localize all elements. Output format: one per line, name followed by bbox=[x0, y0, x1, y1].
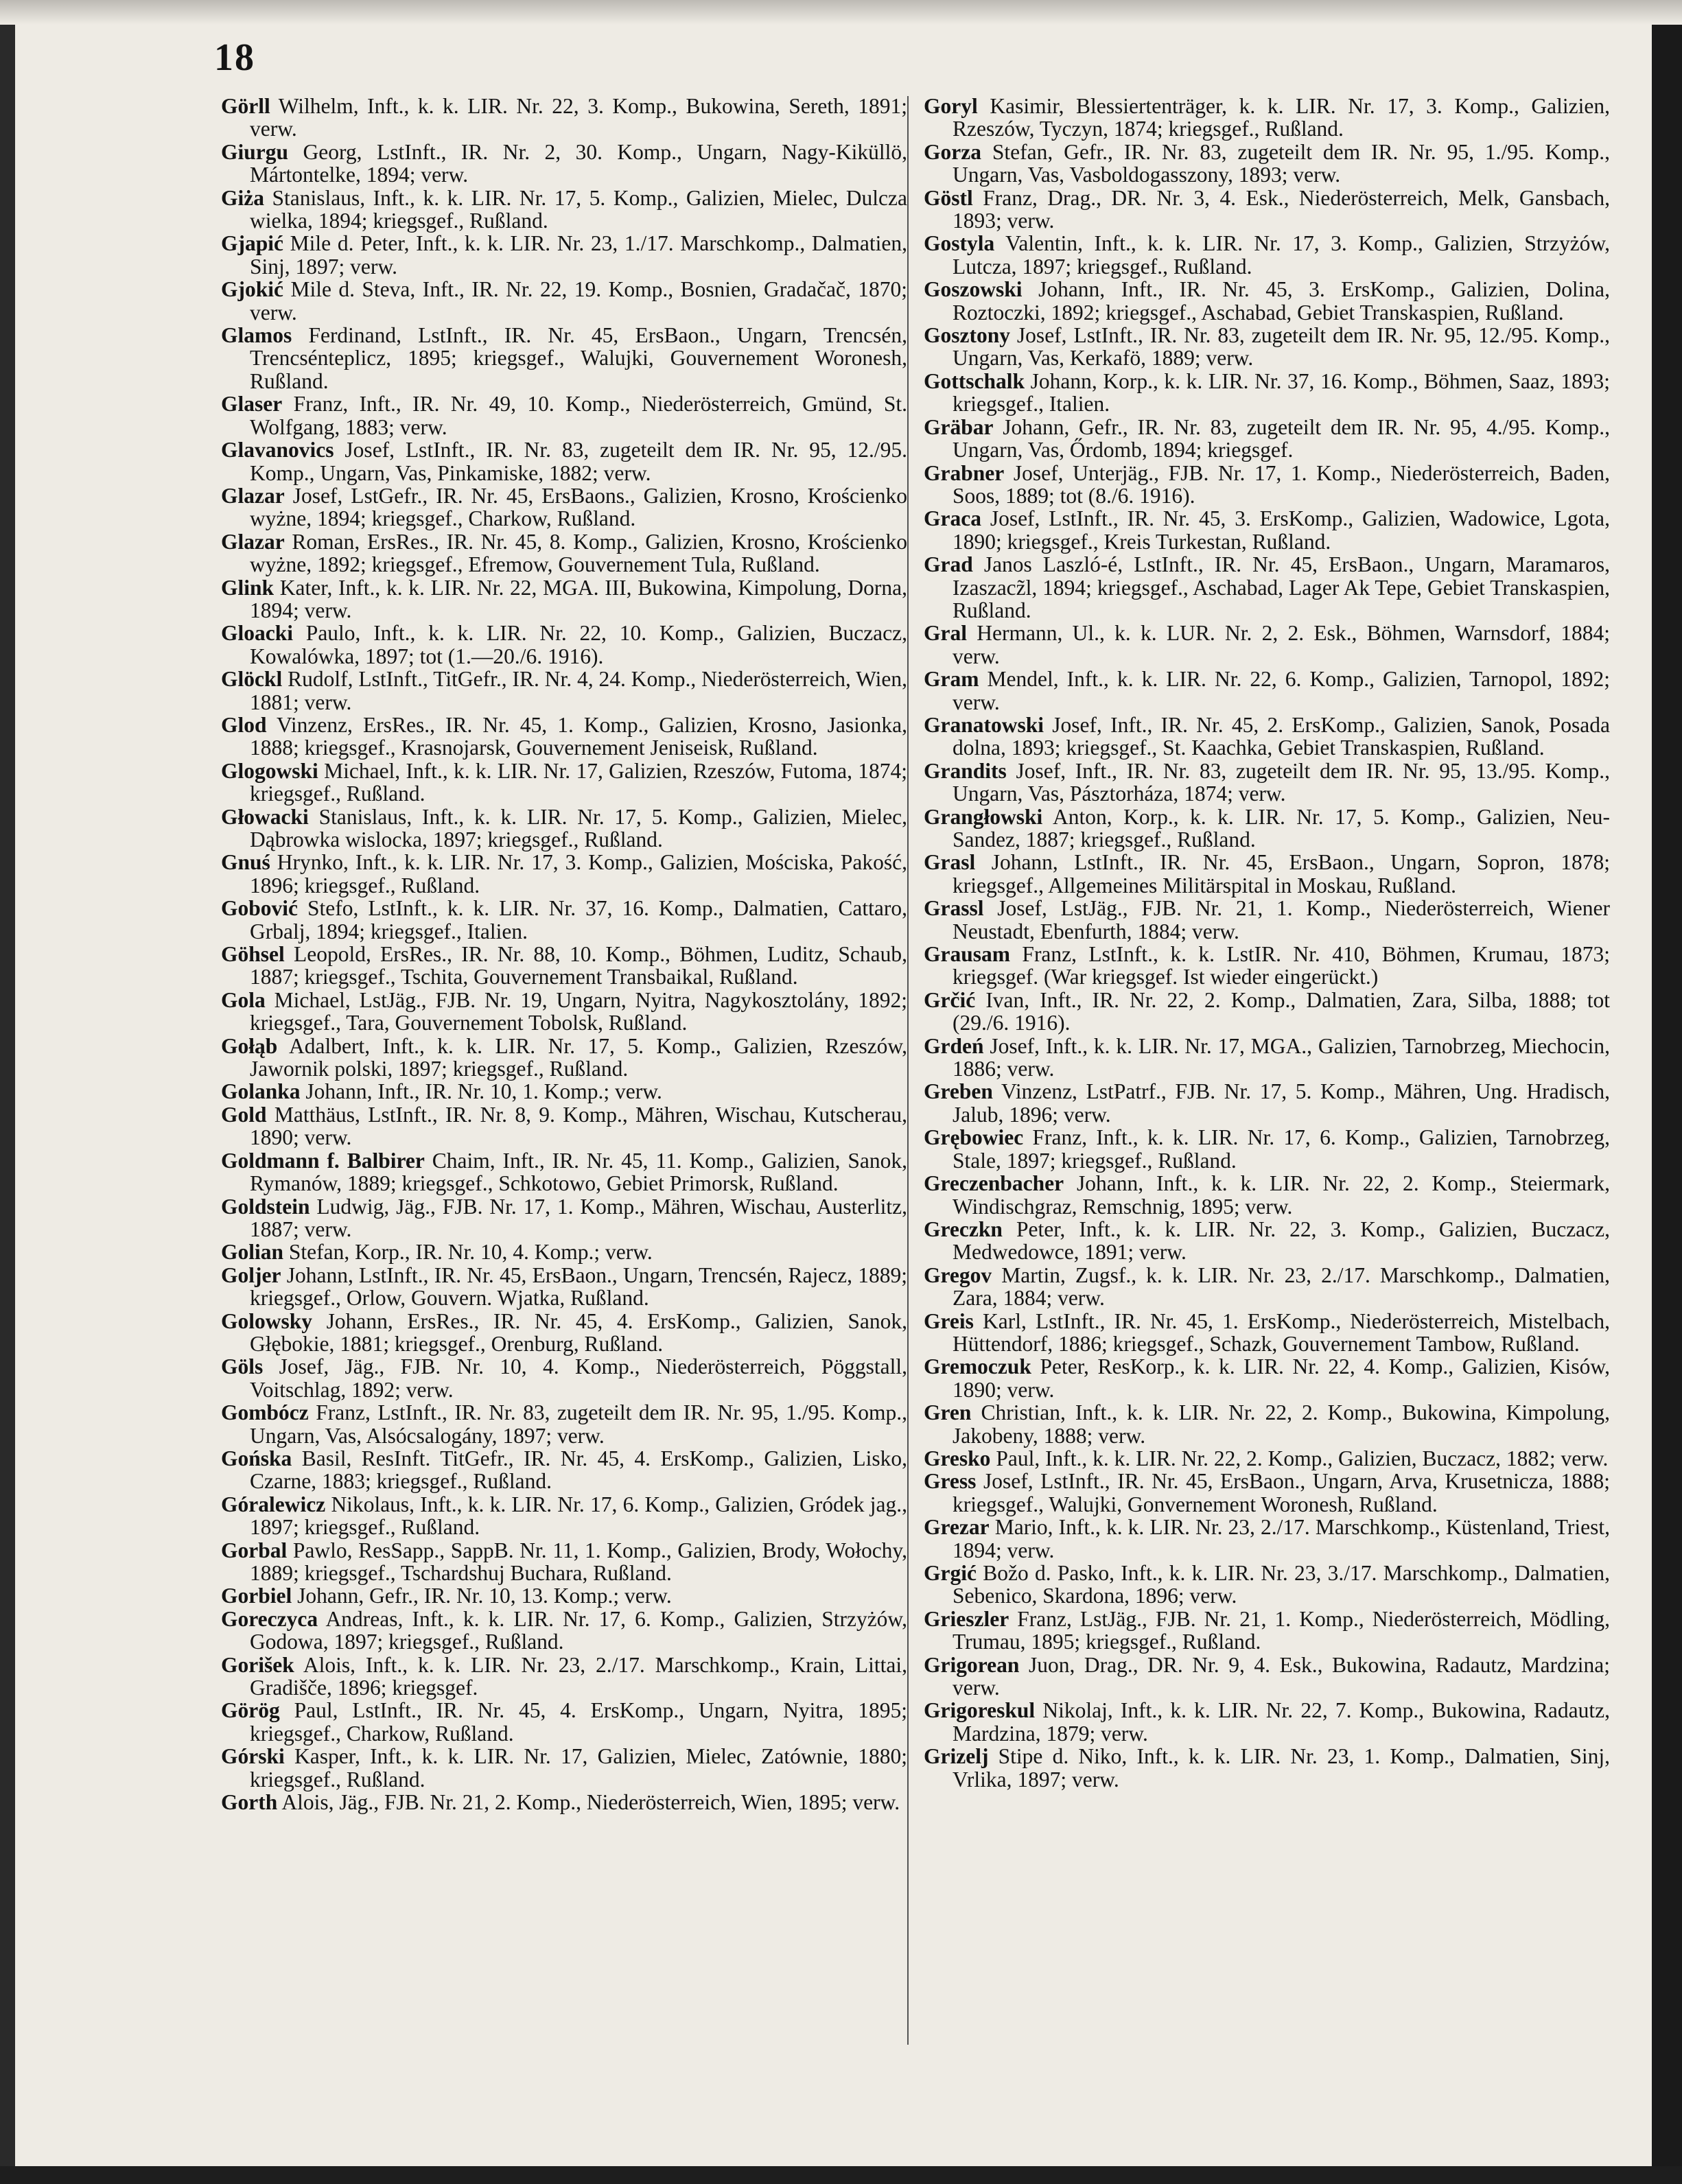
casualty-entry bbox=[221, 622, 907, 668]
casualty-entry bbox=[221, 1310, 907, 1356]
entry-surname: Gren bbox=[924, 1400, 972, 1425]
entry-surname: Gombócz bbox=[221, 1400, 309, 1425]
entry-details: Rudolf, LstInft., TitGefr., IR. Nr. 4, 24. Komp., Niederösterreich, Wien, 1881; verw. bbox=[250, 667, 908, 714]
entry-details: Paulo, Inft., k. k. LIR. Nr. 22, 10. Komp., Galizien, Buczacz, Kowalówka, 1897; tot (1.—20./6. 1916). bbox=[250, 621, 908, 668]
casualty-entry bbox=[924, 1401, 1610, 1447]
entry-surname: Grangłowski bbox=[924, 804, 1043, 829]
casualty-entry bbox=[924, 1447, 1610, 1470]
entry-details: Stefan, Gefr., IR. Nr. 83, zugeteilt dem IR. Nr. 95, 1./95. Komp., Ungarn, Vas, Vasboldogasszony, 1893; verw. bbox=[953, 139, 1610, 187]
entry-surname: Gold bbox=[221, 1102, 267, 1127]
casualty-entry bbox=[221, 1745, 907, 1791]
casualty-entry bbox=[221, 392, 907, 438]
entry-surname: Grandits bbox=[924, 758, 1007, 783]
entry-surname: Gosztony bbox=[924, 323, 1010, 348]
entry-surname: Gloacki bbox=[221, 621, 294, 646]
entry-details: Georg, LstInft., IR. Nr. 2, 30. Komp., Ungarn, Nagy-Kiküllö, Mártontelke, 1894; verw. bbox=[250, 139, 908, 187]
entry-details: Paul, Inft., k. k. LIR. Nr. 22, 2. Komp., Galizien, Buczacz, 1882; verw. bbox=[996, 1446, 1609, 1470]
entry-surname: Górski bbox=[221, 1744, 285, 1769]
casualty-entry bbox=[221, 989, 907, 1035]
entry-surname: Grezar bbox=[924, 1515, 990, 1540]
casualty-entry bbox=[924, 141, 1610, 187]
casualty-entry bbox=[221, 1401, 907, 1447]
casualty-entry bbox=[221, 851, 907, 897]
entry-surname: Goljer bbox=[221, 1263, 281, 1287]
casualty-entry bbox=[924, 370, 1610, 416]
entry-details: Ivan, Inft., IR. Nr. 22, 2. Komp., Dalmatien, Zara, Silba, 1888; tot (29./6. 1916). bbox=[953, 987, 1611, 1035]
entry-details: Josef, LstInft., IR. Nr. 83, zugeteilt dem IR. Nr. 95, 12./95. Komp., Ungarn, Vas, Kerkafö, 1889; verw. bbox=[953, 323, 1611, 371]
casualty-entry bbox=[924, 232, 1610, 278]
entry-details: Franz, LstJäg., FJB. Nr. 21, 1. Komp., Niederösterreich, Mödling, Trumau, 1895; kriegsgef., Rußland. bbox=[953, 1606, 1610, 1654]
entry-details: Nikolaj, Inft., k. k. LIR. Nr. 22, 7. Komp., Bukowina, Radautz, Mardzina, 1879; verw. bbox=[953, 1698, 1611, 1746]
entry-details: Franz, LstInft., IR. Nr. 83, zugeteilt dem IR. Nr. 95, 1./95. Komp., Ungarn, Vas, Alsócsalogány, 1897; verw. bbox=[250, 1400, 907, 1448]
entry-details: Franz, Drag., DR. Nr. 3, 4. Esk., Niederösterreich, Melk, Gansbach, 1893; verw. bbox=[953, 185, 1611, 233]
entry-surname: Gorth bbox=[221, 1790, 278, 1815]
entry-surname: Grčić bbox=[924, 987, 976, 1012]
entry-details: Christian, Inft., k. k. LIR. Nr. 22, 2. Komp., Bukowina, Kimpolung, Jakobeny, 1888; verw. bbox=[953, 1400, 1610, 1448]
entry-details: Franz, Inft., k. k. LIR. Nr. 17, 6. Komp., Galizien, Tarnobrzeg, Stale, 1897; kriegsgef., Rußland. bbox=[953, 1125, 1610, 1173]
casualty-entry bbox=[924, 760, 1610, 806]
casualty-entry bbox=[924, 278, 1610, 324]
casualty-entry bbox=[924, 324, 1610, 370]
entry-surname: Gress bbox=[924, 1469, 977, 1494]
entry-surname: Giurgu bbox=[221, 139, 289, 164]
entry-surname: Gola bbox=[221, 987, 266, 1012]
entry-surname: Gorza bbox=[924, 139, 981, 164]
entry-surname: Grębowiec bbox=[924, 1125, 1024, 1150]
entry-surname: Goszowski bbox=[924, 277, 1023, 302]
casualty-entry bbox=[221, 806, 907, 852]
casualty-entry bbox=[221, 1195, 907, 1241]
entry-details: Johann, Gefr., IR. Nr. 83, zugeteilt dem IR. Nr. 95, 4./95. Komp., Ungarn, Vas, Őrdomb, 1894; kriegsgef. bbox=[953, 414, 1611, 462]
entry-details: Božo d. Pasko, Inft., k. k. LIR. Nr. 23, 3./17. Marschkomp., Dalmatien, Sebenico, Skardona, 1896; verw. bbox=[953, 1561, 1610, 1608]
entry-surname: Gral bbox=[924, 621, 967, 646]
entry-details: Stanislaus, Inft., k. k. LIR. Nr. 17, 5. Komp., Galizien, Mielec, Dulcza wielka, 1894; kriegsgef., Rußland. bbox=[250, 185, 908, 233]
entry-details: Peter, Inft., k. k. LIR. Nr. 22, 3. Komp., Galizien, Buczacz, Medwedowce, 1891; verw. bbox=[953, 1217, 1610, 1265]
entry-surname: Greis bbox=[924, 1308, 974, 1333]
entry-details: Pawlo, ResSapp., SappB. Nr. 11, 1. Komp., Galizien, Brody, Wołochy, 1889; kriegsgef., Tschardshuj Buchara, Rußland. bbox=[250, 1538, 908, 1585]
entry-details: Peter, ResKorp., k. k. LIR. Nr. 22, 4. Komp., Galizien, Kisów, 1890; verw. bbox=[953, 1354, 1610, 1402]
entry-details: Johann, Korp., k. k. LIR. Nr. 37, 16. Komp., Böhmen, Saaz, 1893; kriegsgef., Italien. bbox=[953, 368, 1611, 416]
entry-surname: Grieszler bbox=[924, 1606, 1009, 1631]
entry-details: Josef, LstInft., IR. Nr. 45, 3. ErsKomp., Galizien, Wadowice, Lgota, 1890; kriegsgef., Kreis Turkestan, Rußland. bbox=[953, 506, 1611, 554]
entry-surname: Giża bbox=[221, 185, 264, 210]
entry-details: Roman, ErsRes., IR. Nr. 45, 8. Komp., Galizien, Krosno, Krościenko wyżne, 1892; kriegsgef., Efremow, Gouvernement Tula, Rußland. bbox=[250, 529, 908, 577]
casualty-entry bbox=[924, 95, 1610, 141]
entry-surname: Göstl bbox=[924, 185, 973, 210]
casualty-entry bbox=[221, 760, 907, 806]
entry-surname: Gorbal bbox=[221, 1538, 288, 1562]
entry-details: Stefan, Korp., IR. Nr. 10, 4. Komp.; verw. bbox=[288, 1240, 653, 1265]
entry-details: Franz, LstInft., k. k. LstIR. Nr. 410, Böhmen, Krumau, 1873; kriegsgef. (War kriegsgef. Ist wieder eingerückt.) bbox=[953, 942, 1611, 989]
entry-details: Mario, Inft., k. k. LIR. Nr. 23, 2./17. Marschkomp., Küstenland, Triest, 1894; verw. bbox=[953, 1515, 1611, 1562]
entry-surname: Grassl bbox=[924, 896, 984, 921]
left-column bbox=[221, 95, 907, 1813]
entry-surname: Goldmann f. Balbirer bbox=[221, 1148, 425, 1173]
casualty-entry bbox=[924, 1172, 1610, 1218]
casualty-entry bbox=[924, 1470, 1610, 1516]
casualty-entry bbox=[221, 324, 907, 392]
entry-details: Vinzenz, LstPatrf., FJB. Nr. 17, 5. Komp., Mähren, Ung. Hradisch, Jalub, 1896; verw. bbox=[953, 1079, 1610, 1127]
entry-details: Johann, Inft., k. k. LIR. Nr. 22, 2. Komp., Steiermark, Windischgraz, Remschnig, 1895; verw. bbox=[953, 1171, 1610, 1219]
entry-details: Josef, Unterjäg., FJB. Nr. 17, 1. Komp., Niederösterreich, Baden, Soos, 1889; tot (8./6. 1916). bbox=[953, 460, 1611, 508]
casualty-entry bbox=[221, 897, 907, 943]
entry-surname: Göls bbox=[221, 1354, 264, 1379]
entry-details: Josef, Inft., k. k. LIR. Nr. 17, MGA., Galizien, Tarnobrzeg, Miechocin, 1886; verw. bbox=[953, 1033, 1611, 1081]
casualty-entry bbox=[221, 1584, 907, 1607]
entry-surname: Granatowski bbox=[924, 712, 1044, 737]
casualty-entry bbox=[924, 1516, 1610, 1562]
entry-surname: Grad bbox=[924, 552, 973, 577]
casualty-entry bbox=[221, 714, 907, 760]
entry-details: Johann, LstInft., IR. Nr. 45, ErsBaon., Ungarn, Trencsén, Rajecz, 1889; kriegsgef., Orlow, Gouvern. Wjatka, Rußland. bbox=[250, 1263, 907, 1311]
casualty-entry bbox=[221, 1791, 907, 1813]
entry-surname: Góralewicz bbox=[221, 1492, 326, 1516]
casualty-entry bbox=[924, 622, 1610, 668]
casualty-entry bbox=[924, 1126, 1610, 1172]
entry-surname: Goryl bbox=[924, 94, 978, 118]
casualty-entry bbox=[924, 1745, 1610, 1791]
entry-surname: Golian bbox=[221, 1240, 284, 1265]
entry-surname: Grigorean bbox=[924, 1652, 1020, 1677]
casualty-entry bbox=[924, 806, 1610, 852]
entry-surname: Gońska bbox=[221, 1446, 292, 1470]
casualty-entry bbox=[924, 897, 1610, 943]
entry-details: Michael, Inft., k. k. LIR. Nr. 17, Galizien, Rzeszów, Futoma, 1874; kriegsgef., Rußland. bbox=[250, 758, 908, 806]
entry-surname: Gräbar bbox=[924, 414, 994, 439]
entry-surname: Gottschalk bbox=[924, 368, 1025, 393]
entry-details: Franz, Inft., IR. Nr. 49, 10. Komp., Niederösterreich, Gmünd, St. Wolfgang, 1883; verw. bbox=[250, 392, 907, 439]
entry-details: Basil, ResInft. TitGefr., IR. Nr. 45, 4. ErsKomp., Galizien, Lisko, Czarne, 1883; kriegsgef., Rußland. bbox=[250, 1446, 907, 1494]
entry-details: Stipe d. Niko, Inft., k. k. LIR. Nr. 23, 1. Komp., Dalmatien, Sinj, Vrlika, 1897; verw. bbox=[953, 1744, 1610, 1792]
entry-surname: Gresko bbox=[924, 1446, 991, 1470]
entry-surname: Greben bbox=[924, 1079, 993, 1104]
casualty-entry bbox=[221, 1080, 907, 1103]
entry-surname: Glaser bbox=[221, 392, 283, 416]
entry-surname: Gorbiel bbox=[221, 1584, 292, 1608]
entry-surname: Gjokić bbox=[221, 277, 283, 302]
entry-details: Kasper, Inft., k. k. LIR. Nr. 17, Galizien, Mielec, Zatównie, 1880; kriegsgef., Rußland. bbox=[250, 1744, 908, 1792]
entry-details: Johann, Inft., IR. Nr. 45, 3. ErsKomp., Galizien, Dolina, Roztoczki, 1892; kriegsgef., Aschabad, Gebiet Transkaspien, Rußland. bbox=[953, 277, 1611, 325]
casualty-entry bbox=[221, 1699, 907, 1745]
entry-surname: Greczenbacher bbox=[924, 1171, 1064, 1196]
entry-details: Hermann, Ul., k. k. LUR. Nr. 2, 2. Esk., Böhmen, Warnsdorf, 1884; verw. bbox=[953, 621, 1611, 668]
casualty-entry bbox=[924, 462, 1610, 508]
entry-details: Andreas, Inft., k. k. LIR. Nr. 17, 6. Komp., Galizien, Strzyżów, Godowa, 1897; kriegsgef., Rußland. bbox=[250, 1606, 907, 1654]
entry-details: Juon, Drag., DR. Nr. 9, 4. Esk., Bukowina, Radautz, Mardzina; verw. bbox=[953, 1652, 1611, 1700]
entry-details: Mile d. Peter, Inft., k. k. LIR. Nr. 23, 1./17. Marschkomp., Dalmatien, Sinj, 1897; verw. bbox=[250, 231, 908, 279]
entry-surname: Graca bbox=[924, 506, 981, 531]
right-column bbox=[924, 95, 1610, 1791]
entry-details: Josef, Jäg., FJB. Nr. 10, 4. Komp., Niederösterreich, Pöggstall, Voitschlag, 1892; verw. bbox=[250, 1354, 907, 1402]
casualty-entry bbox=[924, 1218, 1610, 1264]
entry-details: Chaim, Inft., IR. Nr. 45, 11. Komp., Galizien, Sanok, Rymanów, 1889; kriegsgef., Schkotowo, Gebiet Primorsk, Rußland. bbox=[250, 1148, 907, 1196]
entry-details: Josef, LstInft., IR. Nr. 83, zugeteilt dem IR. Nr. 95, 12./95. Komp., Ungarn, Vas, Pinkamiske, 1882; verw. bbox=[250, 438, 908, 485]
casualty-entry bbox=[924, 943, 1610, 989]
entry-details: Wilhelm, Inft., k. k. LIR. Nr. 22, 3. Komp., Bukowina, Sereth, 1891; verw. bbox=[250, 94, 907, 141]
casualty-entry bbox=[221, 1355, 907, 1401]
entry-details: Josef, LstJäg., FJB. Nr. 21, 1. Komp., Niederösterreich, Wiener Neustadt, Ebenfurth, 1884; verw. bbox=[953, 896, 1610, 943]
casualty-entry bbox=[924, 1608, 1610, 1654]
entry-details: Janos Laszló-é, LstInft., IR. Nr. 45, ErsBaon., Ungarn, Maramaros, Izaszacz̃l, 1894; kriegsgef., Aschabad, Lager Ak Tepe, Gebiet Transkaspien, Rußland. bbox=[953, 552, 1610, 622]
entry-details: Martin, Zugsf., k. k. LIR. Nr. 23, 2./17. Marschkomp., Dalmatien, Zara, 1884; verw. bbox=[953, 1263, 1610, 1311]
entry-details: Kasimir, Blessiertenträger, k. k. LIR. Nr. 17, 3. Komp., Galizien, Rzeszów, Tyczyn, 1874; kriegsgef., Rußland. bbox=[953, 94, 1611, 141]
entry-details: Michael, LstJäg., FJB. Nr. 19, Ungarn, Nyitra, Nagykosztolány, 1892; kriegsgef., Tara, Gouvernement Tobolsk, Rußland. bbox=[250, 987, 908, 1035]
entry-surname: Grasl bbox=[924, 850, 976, 875]
casualty-entry bbox=[924, 1562, 1610, 1608]
casualty-entry bbox=[221, 232, 907, 278]
casualty-entry bbox=[221, 141, 907, 187]
entry-details: Josef, LstGefr., IR. Nr. 45, ErsBaons., Galizien, Krosno, Krościenko wyżne, 1894; kriegsgef., Charkow, Rußland. bbox=[250, 483, 908, 531]
casualty-entry bbox=[221, 484, 907, 530]
entry-surname: Grgić bbox=[924, 1561, 977, 1585]
entry-surname: Gregov bbox=[924, 1263, 992, 1287]
entry-surname: Goreczyca bbox=[221, 1606, 318, 1631]
entry-surname: Gram bbox=[924, 667, 979, 692]
scan-border-bottom bbox=[0, 2166, 1682, 2184]
entry-surname: Glod bbox=[221, 712, 267, 737]
entry-surname: Gobović bbox=[221, 896, 299, 921]
casualty-entry bbox=[221, 1035, 907, 1081]
entry-details: Valentin, Inft., k. k. LIR. Nr. 17, 3. Komp., Galizien, Strzyżów, Lutcza, 1897; kriegsgef., Rußland. bbox=[953, 231, 1610, 279]
casualty-entry bbox=[221, 1654, 907, 1700]
entry-surname: Göhsel bbox=[221, 942, 285, 967]
casualty-entry bbox=[924, 1355, 1610, 1401]
casualty-entry bbox=[221, 1149, 907, 1195]
entry-surname: Grizelj bbox=[924, 1744, 989, 1769]
casualty-entry bbox=[924, 1035, 1610, 1081]
casualty-entry bbox=[221, 1103, 907, 1149]
entry-surname: Grausam bbox=[924, 942, 1010, 967]
casualty-entry bbox=[924, 1699, 1610, 1745]
entry-details: Ludwig, Jäg., FJB. Nr. 17, 1. Komp., Mähren, Wischau, Austerlitz, 1887; verw. bbox=[250, 1194, 907, 1241]
casualty-entry bbox=[221, 95, 907, 141]
casualty-entry bbox=[221, 187, 907, 233]
entry-surname: Goldstein bbox=[221, 1194, 310, 1219]
entry-details: Hrynko, Inft., k. k. LIR. Nr. 17, 3. Komp., Galizien, Mościska, Pakość, 1896; kriegsgef., Rußland. bbox=[250, 850, 907, 897]
casualty-entry bbox=[221, 1493, 907, 1539]
entry-details: Nikolaus, Inft., k. k. LIR. Nr. 17, 6. Komp., Galizien, Gródek jag., 1897; kriegsgef., Rußland. bbox=[250, 1492, 907, 1540]
casualty-entry bbox=[924, 1654, 1610, 1700]
entry-details: Ferdinand, LstInft., IR. Nr. 45, ErsBaon., Ungarn, Trencsén, Trencsénteplicz, 1895; kriegsgef., Walujki, Gouvernement Woronesh, Rußland. bbox=[250, 323, 907, 393]
casualty-entry bbox=[924, 416, 1610, 462]
entry-surname: Gorišek bbox=[221, 1652, 294, 1677]
casualty-entry bbox=[924, 714, 1610, 760]
entry-details: Leopold, ErsRes., IR. Nr. 88, 10. Komp., Böhmen, Luditz, Schaub, 1887; kriegsgef., Tschita, Gouvernement Transbaikal, Rußland. bbox=[250, 942, 908, 989]
entry-details: Alois, Jäg., FJB. Nr. 21, 2. Komp., Niederösterreich, Wien, 1895; verw. bbox=[281, 1790, 900, 1815]
entry-surname: Görll bbox=[221, 94, 270, 118]
casualty-entry bbox=[924, 187, 1610, 233]
column-divider bbox=[907, 96, 909, 2045]
casualty-entry bbox=[221, 1608, 907, 1654]
entry-surname: Grigoreskul bbox=[924, 1698, 1036, 1723]
entry-surname: Głowacki bbox=[221, 804, 309, 829]
casualty-entry bbox=[221, 576, 907, 622]
entry-details: Karl, LstInft., IR. Nr. 45, 1. ErsKomp., Niederösterreich, Mistelbach, Hüttendorf, 1886; kriegsgef., Schazk, Gouvernement Tambow, Rußland. bbox=[953, 1308, 1611, 1356]
casualty-entry bbox=[221, 278, 907, 324]
entry-details: Kater, Inft., k. k. LIR. Nr. 22, MGA. III, Bukowina, Kimpolung, Dorna, 1894; verw. bbox=[250, 575, 908, 622]
casualty-entry bbox=[221, 668, 907, 714]
entry-details: Adalbert, Inft., k. k. LIR. Nr. 17, 5. Komp., Galizien, Rzeszów, Jawornik polski, 1897; kriegsgef., Rußland. bbox=[250, 1033, 907, 1081]
casualty-entry bbox=[924, 668, 1610, 714]
entry-details: Johann, Gefr., IR. Nr. 10, 13. Komp.; verw. bbox=[297, 1584, 672, 1608]
casualty-entry bbox=[221, 1264, 907, 1310]
scan-border-left bbox=[0, 0, 15, 2184]
casualty-entry bbox=[924, 507, 1610, 553]
casualty-entry bbox=[924, 989, 1610, 1035]
entry-details: Mendel, Inft., k. k. LIR. Nr. 22, 6. Komp., Galizien, Tarnopol, 1892; verw. bbox=[953, 667, 1610, 714]
entry-surname: Gjapić bbox=[221, 231, 283, 256]
entry-surname: Greczkn bbox=[924, 1217, 1003, 1241]
entry-details: Josef, Inft., IR. Nr. 45, 2. ErsKomp., Galizien, Sanok, Posada dolna, 1893; kriegsgef., St. Kaachka, Gebiet Transkaspien, Rußland. bbox=[953, 712, 1610, 760]
entry-details: Mile d. Steva, Inft., IR. Nr. 22, 19. Komp., Bosnien, Gradačač, 1870; verw. bbox=[250, 277, 908, 325]
entry-surname: Glamos bbox=[221, 323, 292, 348]
casualty-entry bbox=[924, 1264, 1610, 1310]
entry-surname: Glazar bbox=[221, 529, 285, 554]
casualty-entry bbox=[221, 1447, 907, 1493]
entry-surname: Glavanovics bbox=[221, 438, 334, 462]
scan-border-right bbox=[1652, 0, 1682, 2184]
entry-details: Anton, Korp., k. k. LIR. Nr. 17, 5. Komp., Galizien, Neu-Sandez, 1887; kriegsgef., Rußland. bbox=[953, 804, 1610, 852]
entry-surname: Glazar bbox=[221, 483, 285, 508]
entry-details: Alois, Inft., k. k. LIR. Nr. 23, 2./17. Marschkomp., Krain, Littai, Gradišče, 1896; kriegsgef. bbox=[250, 1652, 908, 1700]
entry-surname: Gnuś bbox=[221, 850, 270, 875]
entry-details: Stanislaus, Inft., k. k. LIR. Nr. 17, 5. Komp., Galizien, Mielec, Dąbrowka wislocka, 1897; kriegsgef., Rußland. bbox=[250, 804, 907, 852]
casualty-entry bbox=[221, 1539, 907, 1585]
entry-surname: Golanka bbox=[221, 1079, 301, 1104]
entry-details: Johann, Inft., IR. Nr. 10, 1. Komp.; verw. bbox=[305, 1079, 662, 1104]
casualty-entry bbox=[924, 1080, 1610, 1126]
entry-details: Matthäus, LstInft., IR. Nr. 8, 9. Komp., Mähren, Wischau, Kutscherau, 1890; verw. bbox=[250, 1102, 907, 1150]
entry-surname: Glogowski bbox=[221, 758, 318, 783]
entry-details: Paul, LstInft., IR. Nr. 45, 4. ErsKomp., Ungarn, Nyitra, 1895; kriegsgef., Charkow, Rußland. bbox=[250, 1698, 908, 1746]
casualty-entry bbox=[924, 1310, 1610, 1356]
casualty-entry bbox=[221, 1241, 907, 1263]
scan-border-top bbox=[0, 0, 1682, 25]
entry-details: Vinzenz, ErsRes., IR. Nr. 45, 1. Komp., Galizien, Krosno, Jasionka, 1888; kriegsgef., Krasnojarsk, Gouvernement Jeniseisk, Rußland. bbox=[250, 712, 907, 760]
entry-details: Johann, LstInft., IR. Nr. 45, ErsBaon., Ungarn, Sopron, 1878; kriegsgef., Allgemeines Militärspital in Moskau, Rußland. bbox=[953, 850, 1611, 897]
casualty-entry bbox=[924, 851, 1610, 897]
entry-surname: Grabner bbox=[924, 460, 1005, 485]
entry-details: Stefo, LstInft., k. k. LIR. Nr. 37, 16. Komp., Dalmatien, Cattaro, Grbalj, 1894; kriegsgef., Italien. bbox=[250, 896, 907, 943]
entry-surname: Grdeń bbox=[924, 1033, 984, 1058]
entry-surname: Gołąb bbox=[221, 1033, 278, 1058]
entry-surname: Glöckl bbox=[221, 667, 283, 692]
casualty-entry bbox=[221, 438, 907, 484]
entry-surname: Glink bbox=[221, 575, 275, 600]
entry-surname: Gremoczuk bbox=[924, 1354, 1031, 1379]
casualty-entry bbox=[221, 943, 907, 989]
page-number: 18 bbox=[214, 36, 255, 79]
entry-surname: Gostyla bbox=[924, 231, 995, 256]
entry-details: Josef, Inft., IR. Nr. 83, zugeteilt dem IR. Nr. 95, 13./95. Komp., Ungarn, Vas, Pásztorháza, 1874; verw. bbox=[953, 758, 1610, 806]
entry-surname: Görög bbox=[221, 1698, 280, 1723]
entry-details: Josef, LstInft., IR. Nr. 45, ErsBaon., Ungarn, Arva, Krusetnicza, 1888; kriegsgef., Walujki, Gonvernement Woronesh, Rußland. bbox=[953, 1469, 1610, 1516]
casualty-entry bbox=[221, 530, 907, 576]
entry-details: Johann, ErsRes., IR. Nr. 45, 4. ErsKomp., Galizien, Sanok, Głębokie, 1881; kriegsgef., Orenburg, Rußland. bbox=[250, 1308, 908, 1356]
casualty-entry bbox=[924, 553, 1610, 622]
entry-surname: Golowsky bbox=[221, 1308, 313, 1333]
